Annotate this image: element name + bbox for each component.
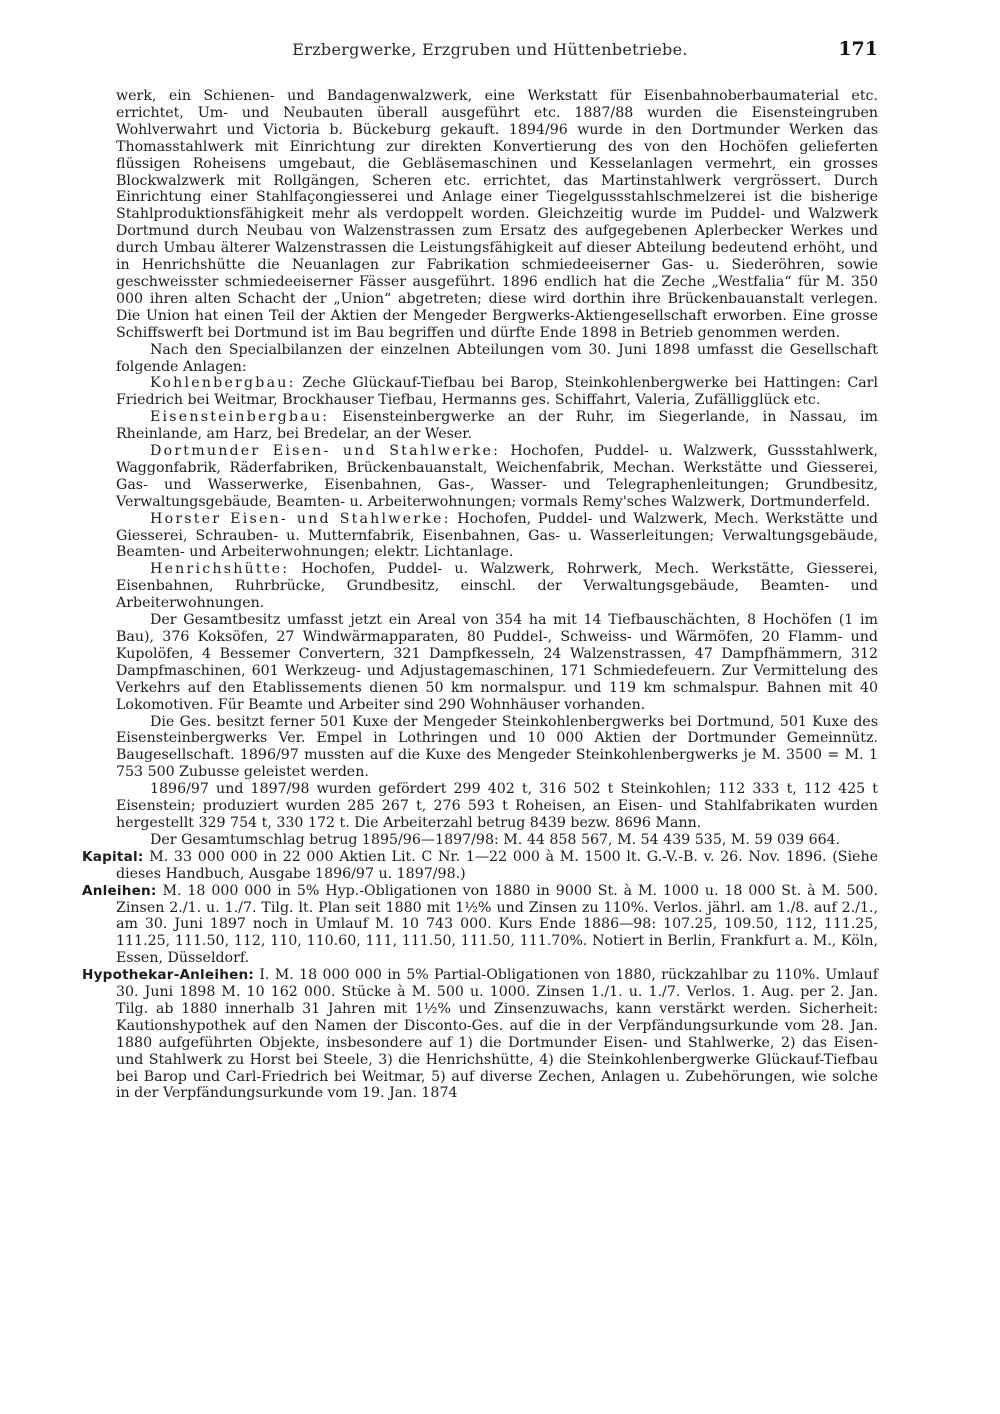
entry-outdent [82,967,254,984]
entry-kapital [82,848,878,883]
paragraph: Die Ges. besitzt ferner 501 Kuxe der Mengeder Steinkohlenbergwerks bei Dortmund, 501 Kuxe des Eisensteinbergwerks Ver. Empel in Lothringen und 10 000 Aktien der Dortmunder Gemeinnütz. Baugesellschaft. 1896/97 mussten auf die Kuxe des Mengeder Steinkohlenbergwerks je M. 3500 = M. 1 753 500 Zubusse geleistet werden. [116,713,878,781]
entry-text: M. 18 000 000 in 5% Hyp.-Obligationen von 1880 in 9000 St. à M. 1000 u. 18 000 St. à M. 500. Zinsen 2./1. u. 1./7. Tilg. lt. Plan seit 1880 mit 1½% und Zinsen zu 110%. Verlos. jährl. am 1./8. auf 2./1., am 30. Juni 1897 noch in Umlauf M. 10 743 000. Kurs Ende 1886—98: 107.25, 109.50, 112, 111.25, 111.25, 111.50, 112, 110, 110.60, 111, 111.50, 111.50, 111.70%. Notiert in Berlin, Frankfurt a. M., Köln, Essen, Düsseldorf. [116,882,878,967]
paragraph-text: Hochofen, Puddel- und Walzwerk, Mech. Werkstätte und Giesserei, Schrauben- u. Mutternfabrik, Eisenbahnen, Gas- u. Wasserleitungen; Verwaltungsgebäude, Beamten- und Arbeiterwohnungen; elektr. Lichtanlage. [116,510,878,561]
entry-label: Hypothekar-Anleihen: [82,967,255,984]
entry-anleihen [82,882,878,968]
entry-label: Kapital: [82,848,144,865]
paragraph: werk, ein Schienen- und Bandagenwalzwerk, eine Werkstatt für Eisenbahnoberbaumaterial etc. errichtet, Um- und Neubauten überall ausgeführt etc. 1887/88 wurden die Eisensteingruben Wohlverwahrt und Victoria b. Bückeburg gekauft. 1894/96 wurde in den Dortmunder Werken das Thomasstahlwerk mit Einrichtung zur direkten Konvertierung des von den Hochöfen gelieferten flüssigen Roheisens umgebaut, die Gebläsemaschinen und Kesselanlagen vermehrt, ein grosses Blockwalzwerk mit Rollgängen, Scheren etc. errichtet, das Martinstahlwerk vergrössert. Durch Einrichtung einer Stahlfaçongiesserei und Anlage einer Tiegelgussstahlschmelzerei ist die bisherige Stahlproduktionsfähigkeit mehr als verdoppelt worden. Gleichzeitig wurde im Puddel- und Walzwerk Dortmund durch Neubau von Walzenstrassen zum Ersatz des aufgegebenen Aplerbecker Werkes und durch Umbau älterer Walzenstrassen die Leistungsfähigkeit auf dieser Abteilung bedeutend erhöht, und in Henrichshütte die Neuanlagen zur Fabrikation schmiedeeiserner Gas- u. Siederöhren, sowie geschweisster schmiedeeiserner Fässer ausgeführt. 1896 endlich hat die Zeche „Westfalia“ für M. 350 000 ihren alten Schacht der „Union“ abgetreten; diese wird dorthin ihre Brückenbauanstalt verlegen. Die Union hat einen Teil der Aktien der Mengeder Bergwerks-Aktiengesellschaft erworben. Eine grosse Schiffswerft bei Dortmund ist im Bau begriffen und dürfte Ende 1898 in Betrieb genommen werden. [116,88,878,341]
paragraph-text: Eisensteinbergwerke an der Ruhr, im Siegerlande, in Nassau, im Rheinlande, am Harz, bei Bredelar, an der Weser. [116,409,878,443]
section-label: Kohlenbergbau: [150,375,296,392]
page-number: 171 [838,38,878,60]
paragraph-text: Zeche Glückauf-Tiefbau bei Barop, Steinkohlenbergwerke bei Hattingen: Carl Friedrich bei Weitmar, Brockhauser Tiefbau, Hermanns ges. Schiffahrt, Valeria, Zufälligglück etc. [116,375,878,409]
paragraph: Der Gesamtumschlag betrug 1895/96—1897/98: M. 44 858 567, M. 54 439 535, M. 59 039 664. [150,831,841,848]
entry-outdent [82,883,157,900]
paragraph-text: Hochofen, Puddel- u. Walzwerk, Rohrwerk, Mech. Werkstätte, Giesserei, Eisenbahnen, Ruhrbrücke, Grundbesitz, einschl. der Verwaltungsgebäude, Beamten- und Arbeiterwohnungen. [116,561,878,612]
paragraph-dortmunder-werke [116,443,878,511]
section-label: Horster Eisen- und Stahlwerke: [150,510,451,527]
page-header [0,38,1000,66]
entry-text: M. 33 000 000 in 22 000 Aktien Lit. C Nr. 1—22 000 à M. 1500 lt. G.-V.-B. v. 26. Nov. 1896. (Siehe dieses Handbuch, Ausgabe 1896/97 u. 1897/98.) [116,848,878,882]
entry-text: I. M. 18 000 000 in 5% Partial-Obligationen von 1880, rückzahlbar zu 110%. Umlauf 30. Juni 1898 M. 10 162 000. Stücke à M. 500 u. 1000. Zinsen 1./1. u. 1./7. Verlos. 1. Aug. per 2. Jan. Tilg. ab 1880 innerhalb 31 Jahren mit 1½% und Zinsenzuwachs, kann verstärkt werden. Sicherheit: Kautionshypothek auf den Namen der Disconto-Ges. auf die in der Verpfändungsurkunde vom 28. Jan. 1880 aufgeführten Objekte, insbesondere auf 1) die Dortmunder Eisen- und Stahlwerke, 2) das Eisen- und Stahlwerk zu Horst bei Steele, 3) die Henrichshütte, 4) die Steinkohlenbergwerke Glückauf-Tiefbau bei Barop und Carl-Friedrich bei Weitmar, 5) auf diverse Zechen, Anlagen u. Zubehörungen, wie solche in der Verpfändungsurkunde vom 19. Jan. 1874 [116,967,878,1102]
entry-hypothekar-anleihen [82,967,878,1102]
paragraph-henrichshuette [116,561,878,612]
paragraph: Nach den Specialbilanzen der einzelnen Abteilungen vom 30. Juni 1898 umfasst die Gesellschaft folgende Anlagen: [116,341,878,375]
section-label: Eisensteinbergbau: [150,409,330,426]
paragraph-text: Hochofen, Puddel- u. Walzwerk, Gussstahlwerk, Waggonfabrik, Räderfabriken, Brückenbauanstalt, Weichenfabrik, Mechan. Werkstätte und Giesserei, Gas- und Wasserwerke, Eisenbahnen, Gas-, Wasser- und Telegraphenleitungen; Grundbesitz, Verwaltungsgebäude, Beamten- u. Arbeiterwohnungen; vormals Remy'sches Walzwerk, Dortmunderfeld. [116,443,878,510]
paragraph: 1896/97 und 1897/98 wurden gefördert 299 402 t, 316 502 t Steinkohlen; 112 333 t, 112 425 t Eisenstein; produziert wurden 285 267 t, 276 593 t Roheisen, an Eisen- und Stahlfabrikaten wurden hergestellt 329 754 t, 330 172 t. Die Arbeiterzahl betrug 8439 bezw. 8696 Mann. [116,781,878,831]
section-label: Dortmunder Eisen- und Stahlwerke: [150,443,501,460]
section-label: Henrichshütte: [150,561,290,578]
entry-label: Anleihen: [82,882,157,899]
paragraph-horster-werke [116,511,878,562]
entry-outdent [82,849,143,866]
body-text [82,88,878,1102]
paragraph-kohlenbergbau [116,375,878,409]
running-head: Erzbergwerke, Erzgruben und Hüttenbetriebe. [292,40,688,59]
paragraph: Der Gesamtbesitz umfasst jetzt ein Areal von 354 ha mit 14 Tiefbauschächten, 8 Hochöfen (1 im Bau), 376 Koksöfen, 27 Windwärmapparaten, 80 Puddel-, Schweiss- und Wärmöfen, 20 Flamm- und Kupolöfen, 4 Bessemer Convertern, 321 Dampfkesseln, 24 Walzenstrassen, 47 Dampfhämmern, 312 Dampfmaschinen, 601 Werkzeug- und Adjustagemaschinen, 171 Schmiedefeuern. Zur Vermittelung des Verkehrs auf den Etablissements dienen 50 km normalspur. und 119 km schmalspur. Bahnen mit 40 Lokomotiven. Für Beamte und Arbeiter sind 290 Wohnhäuser vorhanden. [116,612,878,713]
paragraph-eisensteinbergbau [116,409,878,443]
